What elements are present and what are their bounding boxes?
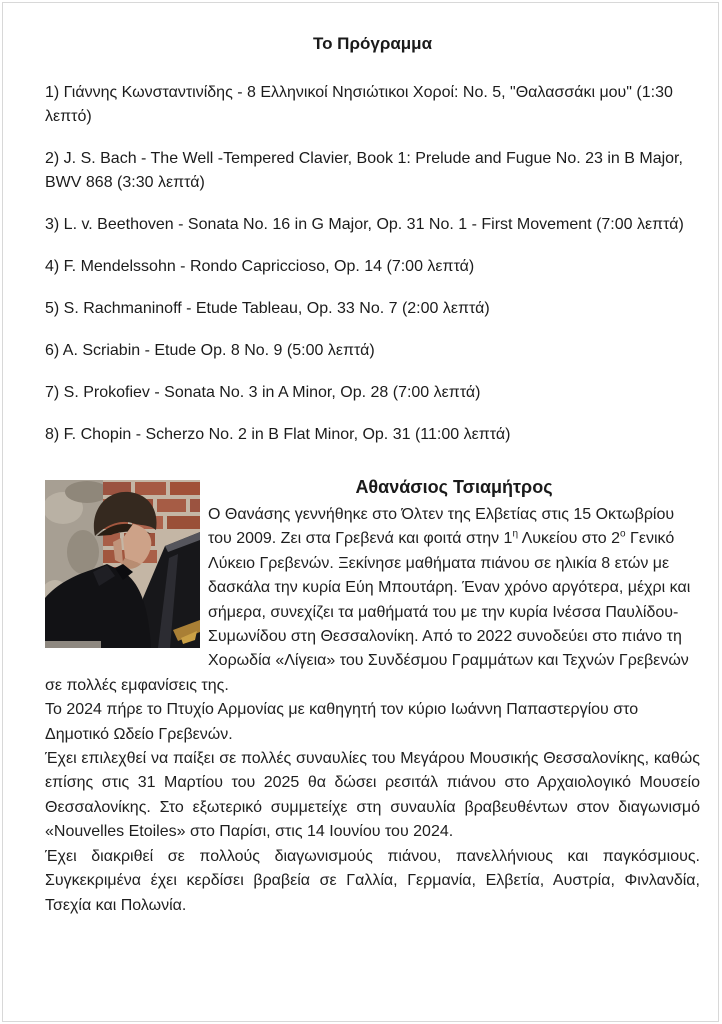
document-page [45,34,700,918]
program-item-6: 6) A. Scriabin - Etude Op. 8 No. 9 (5:00 λεπτά) [45,342,375,359]
bio-p1-text-2: Λυκείου στο 2 [518,530,620,548]
program-item-1: 1) Γιάννης Κωνσταντινίδης - 8 Ελληνικοί Νησιώτικοι Χοροί: No. 5, "Θαλασσάκι μου" (1:30 λεπτό) [45,84,673,125]
bio-p1-text-3: Γενικό Λύκειο Γρεβενών. Ξεκίνησε μαθήματα πιάνου σε ηλικία 8 ετών με δασκάλα την κυρία Εύη Μπουτάρη. Έναν χρόνο αργότερα, μέχρι και σήμερα, συνεχίζει τα μαθήματά του με την κυρία Ινέσσα Παυλίδου-Συμωνίδου στη Θεσσαλονίκη. Από το 2022 συνοδεύει στο πιάνο τη Χορωδία «Λίγεια» του Συνδέσμου Γραμμάτων και Τεχνών Γρεβενών σε πολλές εμφανίσεις της. [45,530,691,694]
program-item-7: 7) S. Prokofiev - Sonata No. 3 in A Minor, Op. 28 (7:00 λεπτά) [45,384,481,401]
program-list [45,81,700,447]
bio-p1-text-1: Ο Θανάσης γεννήθηκε στο Όλτεν της Ελβετίας στις 15 Οκτωβρίου του 2009. Ζει στα Γρεβενά και φοιτά στην 1 [208,506,675,548]
program-item-8: 8) F. Chopin - Scherzo No. 2 in B Flat Minor, Op. 31 (11:00 λεπτά) [45,426,511,443]
bio-paragraph-3: Έχει επιλεχθεί να παίξει σε πολλές συναυλίες του Μεγάρου Μουσικής Θεσσαλονίκης, καθώς επίσης στις 31 Μαρτίου του 2025 θα δώσει ρεσιτάλ πιάνου στο Αρχαιολογικό Μουσείο Θεσσαλονίκης. Στο εξωτερικό συμμετείχε στη συναυλία βραβευθέντων στον διαγωνισμό «Nouvelles Etoiles» στο Παρίσι, στις 14 Ιουνίου του 2024. [45,750,700,841]
bio-paragraph-2: Το 2024 πήρε το Πτυχίο Αρμονίας με καθηγητή τον κύριο Ιωάννη Παπαστεργίου στο Δημοτικό Ωδείο Γρεβενών. [45,701,639,743]
bio-p1-superscript-1: η [512,529,518,541]
program-item-2: 2) J. S. Bach - The Well -Tempered Clavier, Book 1: Prelude and Fugue No. 23 in B Major, BWV 868 (3:30 λεπτά) [45,150,683,191]
bio-section [45,477,700,918]
program-item-5: 5) S. Rachmaninoff - Etude Tableau, Op. 33 No. 7 (2:00 λεπτά) [45,300,490,317]
pianist-photo-graphic [45,480,200,648]
bio-heading: Αθανάσιος Τσιαμήτρος [355,477,553,497]
program-item-3: 3) L. v. Beethoven - Sonata No. 16 in G Major, Op. 31 No. 1 - First Movement (7:00 λεπτά) [45,216,684,233]
bio-p1-superscript-2: ο [620,529,626,541]
page-title: Το Πρόγραμμα [312,34,433,53]
pianist-photo [45,480,200,648]
program-item-4: 4) F. Mendelssohn - Rondo Capriccioso, Op. 14 (7:00 λεπτά) [45,258,475,275]
bio-paragraph-4: Έχει διακριθεί σε πολλούς διαγωνισμούς πιάνου, πανελλήνιους και παγκόσμιους. Συγκεκριμένα έχει κερδίσει βραβεία σε Γαλλία, Γερμανία, Ελβετία, Αυστρία, Φινλανδία, Τσεχία και Πολωνία. [45,847,700,914]
